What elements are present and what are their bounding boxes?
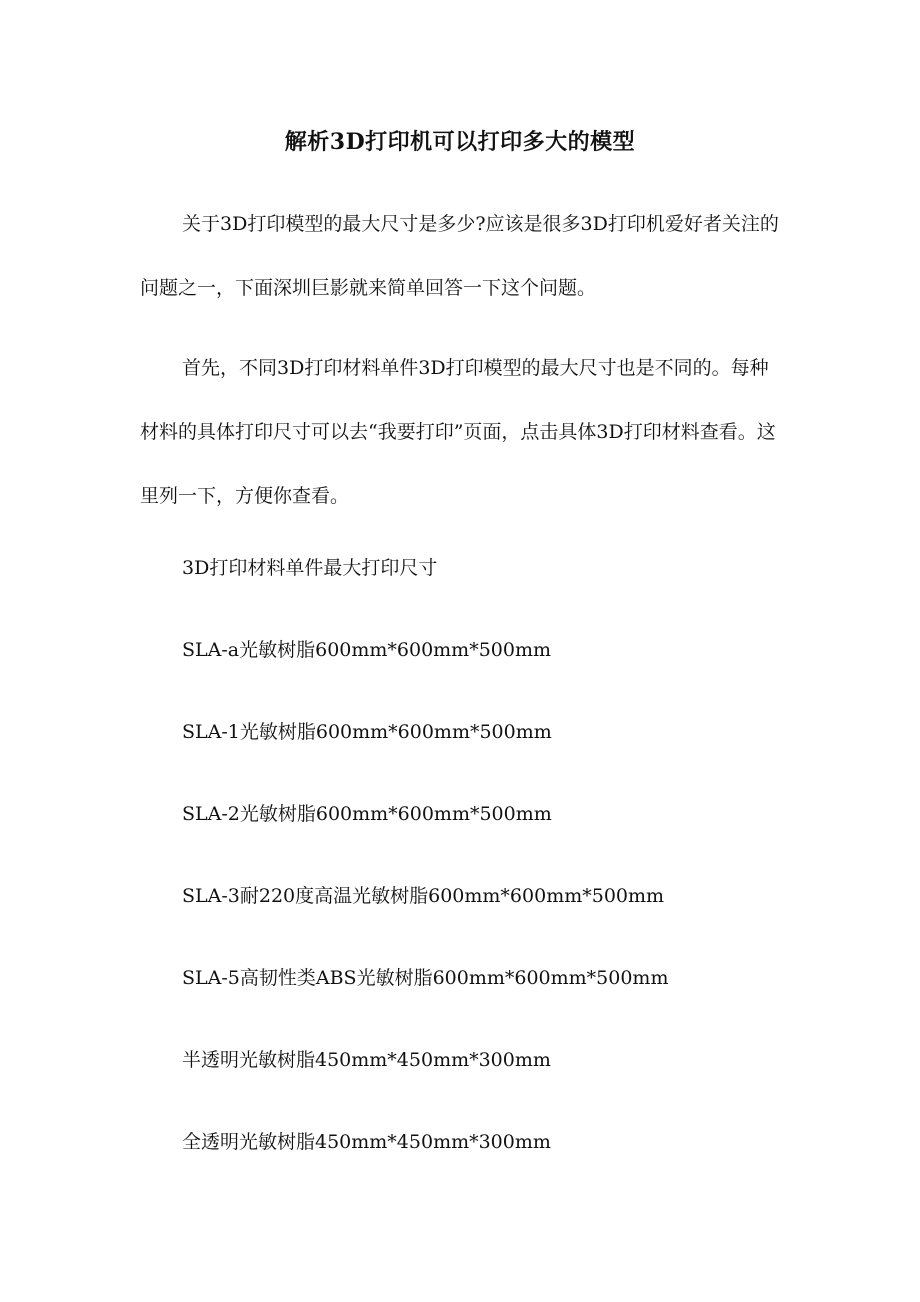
- list-item: SLA-5高韧性类ABS光敏树脂600mm*600mm*500mm: [182, 967, 669, 989]
- list-item: 半透明光敏树脂450mm*450mm*300mm: [182, 1049, 551, 1071]
- list-item: SLA-2光敏树脂600mm*600mm*500mm: [182, 803, 552, 825]
- list-heading: 3D打印材料单件最大打印尺寸: [182, 557, 438, 579]
- list-item: SLA-a光敏树脂600mm*600mm*500mm: [182, 639, 551, 661]
- list-item: SLA-1光敏树脂600mm*600mm*500mm: [182, 721, 552, 743]
- materials-paragraph: 首先，不同3D打印材料单件3D打印模型的最大尺寸也是不同的。每种材料的具体打印尺寸可以去“我要打印”页面，点击具体3D打印材料查看。这里列一下，方便你查看。: [140, 357, 776, 507]
- list-item: 全透明光敏树脂450mm*450mm*300mm: [182, 1131, 551, 1153]
- list-item: SLA-3耐220度高温光敏树脂600mm*600mm*500mm: [182, 885, 665, 907]
- intro-paragraph: 关于3D打印模型的最大尺寸是多少?应该是很多3D打印机爱好者关注的问题之一，下面深圳巨影就来简单回答一下这个问题。: [140, 213, 779, 299]
- page-title: 解析3D打印机可以打印多大的模型: [284, 129, 636, 155]
